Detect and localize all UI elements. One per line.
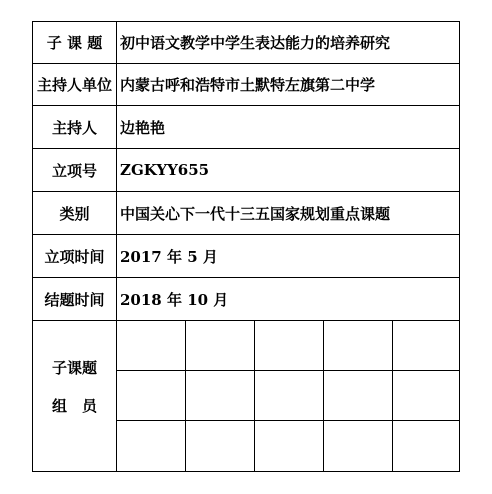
label-category: 类别 [33,192,117,234]
row-project-number [33,149,459,192]
row-host-unit [33,64,459,106]
row-approval-date [33,235,459,278]
member-cell [117,421,186,471]
member-cell [393,321,460,371]
label-approval-date: 立项时间 [33,235,117,277]
label-subproject: 子 课 题 [33,22,117,63]
member-cell [324,421,393,471]
row-host [33,106,459,149]
label-members-line1: 子课题 [51,359,97,377]
label-project-number: 立项号 [33,149,117,191]
value-project-number: ZGKYY655 [120,161,210,179]
member-cell [117,321,186,371]
member-cell [255,371,324,421]
member-cell [186,421,255,471]
value-host: 边艳艳 [120,118,166,137]
member-cell [324,371,393,421]
member-cell [255,421,324,471]
value-host-unit: 内蒙古呼和浩特市土默特左旗第二中学 [120,76,376,94]
label-host: 主持人 [33,106,117,148]
members-grid [117,321,459,471]
label-members [33,321,117,471]
value-category: 中国关心下一代十三五国家规划重点课题 [120,204,391,223]
row-completion-date [33,278,459,321]
value-completion-date: 2018 年 10 月 [120,290,229,309]
label-members-line2: 组 员 [51,397,97,415]
value-subproject: 初中语文教学中学生表达能力的培养研究 [120,34,391,52]
label-host-unit: 主持人单位 [33,64,117,105]
member-cell [393,371,460,421]
value-approval-date: 2017 年 5 月 [120,247,218,266]
row-category [33,192,459,235]
member-cell [186,321,255,371]
member-cell [393,421,460,471]
member-cell [324,321,393,371]
member-cell [186,371,255,421]
project-info-form [32,21,460,472]
row-members [33,321,459,471]
member-cell [117,371,186,421]
label-completion-date: 结题时间 [33,278,117,320]
member-cell [255,321,324,371]
row-subproject [33,22,459,64]
